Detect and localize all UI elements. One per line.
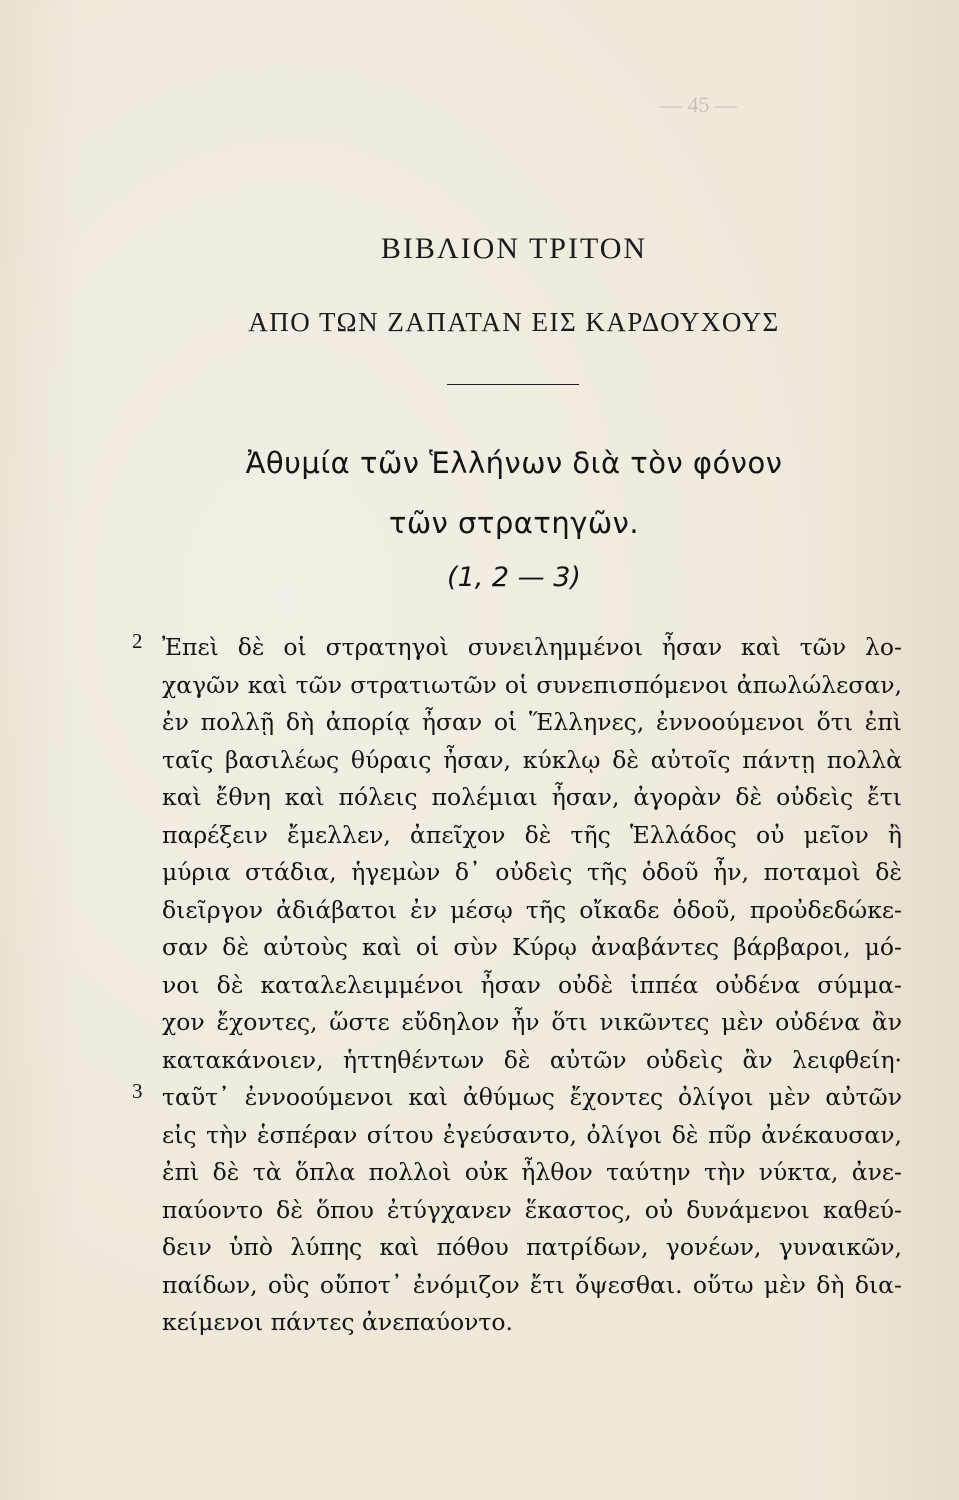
- title-divider-rule: [447, 384, 579, 385]
- text-line: ταῖς βασιλέως θύραις ἦσαν, κύκλῳ δὲ αὐτοῖς πάντῃ πολλὰ: [162, 745, 902, 774]
- text-line: κείμενοι πάντες ἀνεπαύοντο.: [162, 1308, 514, 1336]
- text-line: χον ἔχοντες, ὥστε εὔδηλον ἦν ὅτι νικῶντες μὲν οὐδένα ἂν: [162, 1008, 902, 1036]
- text-line: 2 Ἐπεὶ δὲ οἱ στρατηγοὶ συνειλημμένοι ἦσαν καὶ τῶν λο-: [162, 629, 902, 667]
- text-line: παύοντο δὲ ὅπου ἐτύγχανεν ἕκαστος, οὐ δυνάμενοι καθεύ-: [162, 1195, 902, 1224]
- paragraph-marker-2: 2: [132, 629, 143, 653]
- text-line: παρέξειν ἔμελλεν, ἀπεῖχον δὲ τῆς Ἑλλάδος οὐ μεῖον ἢ: [162, 820, 902, 849]
- text-line: εἰς τὴν ἑσπέραν σίτου ἐγεύσαντο, ὀλίγοι δὲ πῦρ ἀνέκαυσαν,: [162, 1120, 902, 1149]
- book-subtitle: ΑΠΟ ΤΩΝ ΖΑΠΑΤΑΝ ΕΙΣ ΚΑΡΔΟΥΧΟΥΣ: [248, 307, 780, 337]
- page-number: — 45 —: [660, 92, 737, 117]
- text-line: καὶ ἔθνη καὶ πόλεις πολέμιαι ἦσαν, ἀγορὰν δὲ οὐδεὶς ἔτι: [162, 783, 902, 811]
- paragraph-marker-3: 3: [132, 1079, 143, 1103]
- text-line: μύρια στάδια, ἡγεμὼν δ᾿ οὐδεὶς τῆς ὁδοῦ ἦν, ποταμοὶ δὲ: [162, 858, 902, 886]
- text-line: ἐπὶ δὲ τὰ ὅπλα πολλοὶ οὐκ ἦλθον ταύτην τὴν νύκτα, ἀνε-: [162, 1158, 902, 1186]
- section-reference: (1, 2 — 3): [447, 562, 581, 593]
- text-line: διεῖργον ἀδιάβατοι ἐν μέσῳ τῆς οἴκαδε ὁδοῦ, προὐδεδώκε-: [162, 895, 902, 924]
- text-line: ἐν πολλῇ δὴ ἀπορίᾳ ἦσαν οἱ Ἕλληνες, ἐννοούμενοι ὅτι ἐπὶ: [162, 708, 902, 736]
- text-line: 3 ταῦτ᾿ ἐννοούμενοι καὶ ἀθύμως ἔχοντες ὀλίγοι μὲν αὐτῶν: [162, 1079, 902, 1117]
- section-heading-line-2: τῶν στρατηγῶν.: [388, 506, 640, 540]
- text-line: παίδων, οὓς οὔποτ᾿ ἐνόμιζον ἔτι ὄψεσθαι. οὕτω μὲν δὴ δια-: [162, 1270, 902, 1299]
- body-text: [132, 629, 902, 1342]
- text-line: κατακάνοιεν, ἡττηθέντων δὲ αὐτῶν οὐδεὶς ἂν λειφθείη·: [162, 1045, 902, 1074]
- text-line: χαγῶν καὶ τῶν στρατιωτῶν οἱ συνεπισπόμενοι ἀπωλώλεσαν,: [162, 670, 902, 699]
- section-heading-line-1: Ἀθυμία τῶν Ἑλλήνων διὰ τὸν φόνον: [245, 446, 783, 480]
- text-line: νοι δὲ καταλελειμμένοι ἦσαν οὐδὲ ἱππέα οὐδένα σύμμα-: [162, 970, 902, 999]
- text-line: δειν ὑπὸ λύπης καὶ πόθου πατρίδων, γονέων, γυναικῶν,: [162, 1233, 902, 1261]
- text-line: σαν δὲ αὐτοὺς καὶ οἱ σὺν Κύρῳ ἀναβάντες βάρβαροι, μό-: [162, 933, 902, 961]
- book-title: ΒΙΒΛΙΟΝ ΤΡΙΤΟΝ: [380, 232, 648, 265]
